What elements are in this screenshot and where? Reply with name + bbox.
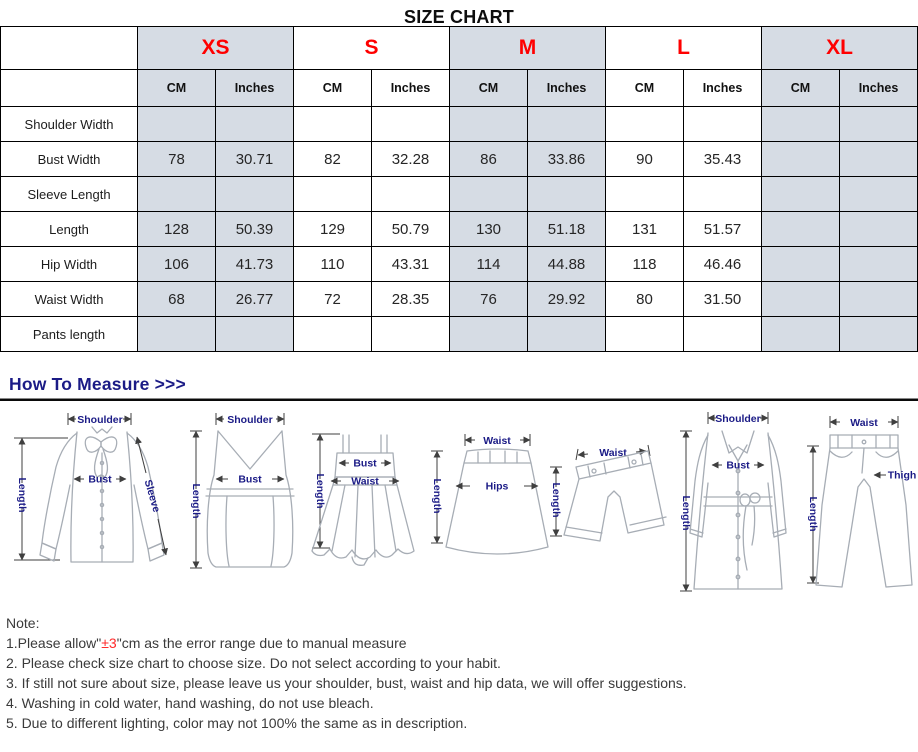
measurement-cell: 31.50: [684, 282, 762, 317]
coat-bust-label: Bust: [726, 459, 750, 472]
measurement-cell: [450, 317, 528, 352]
measurement-cell: 86: [450, 142, 528, 177]
measurement-cell: 32.28: [372, 142, 450, 177]
measurement-cell: 114: [450, 247, 528, 282]
measurement-cell: [528, 177, 606, 212]
measurement-cell: [762, 212, 840, 247]
measurement-cell: [762, 247, 840, 282]
measurement-cell: [450, 107, 528, 142]
measurement-cell: 72: [294, 282, 372, 317]
measurement-cell: [294, 177, 372, 212]
tolerance-value: ±3: [101, 635, 117, 651]
measurement-cell: [762, 107, 840, 142]
measurement-cell: 110: [294, 247, 372, 282]
measurement-cell: 51.57: [684, 212, 762, 247]
measurement-cell: 51.18: [528, 212, 606, 247]
table-row: [1, 247, 918, 282]
unit-header-l-cm: CM: [606, 70, 684, 107]
measurement-cell: [294, 107, 372, 142]
measurement-cell: 128: [138, 212, 216, 247]
unit-header-l-inches: Inches: [684, 70, 762, 107]
row-label: Shoulder Width: [1, 107, 138, 142]
note-1-prefix: 1.Please allow": [6, 635, 102, 651]
table-row: [1, 212, 918, 247]
divider-rule: [0, 398, 918, 401]
pants-length-label: Length: [807, 496, 819, 532]
size-header-xs: XS: [138, 27, 294, 70]
shorts-waist-label: Waist: [599, 447, 627, 459]
measurement-cell: [216, 317, 294, 352]
measurement-cell: 131: [606, 212, 684, 247]
measurement-cell: [840, 142, 918, 177]
measurement-cell: 50.79: [372, 212, 450, 247]
diagram-blouse: [14, 413, 166, 562]
dress-waist-label: Waist: [351, 475, 379, 488]
pants-waist-label: Waist: [850, 417, 878, 429]
dress-bust-label: Bust: [353, 457, 377, 470]
unit-header-m-cm: CM: [450, 70, 528, 107]
table-row: [1, 142, 918, 177]
measurement-cell: [138, 107, 216, 142]
measurement-cell: 30.71: [216, 142, 294, 177]
measurement-cell: [216, 107, 294, 142]
measurement-cell: [606, 177, 684, 212]
blouse-shoulder-label: Shoulder: [77, 414, 123, 426]
size-table: [0, 26, 918, 352]
size-table-head: [1, 27, 918, 107]
size-table-body: [1, 107, 918, 352]
row-label: Hip Width: [1, 247, 138, 282]
measurement-cell: [138, 177, 216, 212]
measurement-cell: [762, 317, 840, 352]
measurement-cell: [840, 107, 918, 142]
measurement-cell: [216, 177, 294, 212]
measurement-cell: [684, 317, 762, 352]
blouse-length-label: Length: [16, 477, 28, 513]
measurement-cell: 35.43: [684, 142, 762, 177]
unit-header-row: [1, 70, 918, 107]
measurement-cell: [840, 317, 918, 352]
measurement-cell: 106: [138, 247, 216, 282]
measurement-cell: 82: [294, 142, 372, 177]
corner-cell: [1, 27, 138, 70]
measurement-cell: [372, 317, 450, 352]
tank-bust-label: Bust: [238, 473, 262, 486]
page-title: SIZE CHART: [404, 7, 514, 27]
note-item-5: 5. Due to different lighting, color may not 100% the same as in description.: [6, 715, 468, 731]
size-header-row: [1, 27, 918, 70]
measurement-cell: [528, 317, 606, 352]
measurement-cell: [840, 177, 918, 212]
diagram-skirt: [431, 434, 548, 554]
row-label: Pants length: [1, 317, 138, 352]
measurement-cell: [450, 177, 528, 212]
coat-length-label: Length: [680, 495, 692, 531]
unit-header-xs-inches: Inches: [216, 70, 294, 107]
measurement-cell: 76: [450, 282, 528, 317]
tank-shoulder-label: Shoulder: [227, 414, 273, 426]
note-item-3: 3. If still not sure about size, please leave us your shoulder, bust, waist and hip data, we will offer suggestions.: [6, 675, 687, 691]
measurement-cell: [528, 107, 606, 142]
measurement-cell: [294, 317, 372, 352]
tank-length-label: Length: [190, 483, 202, 519]
measurement-cell: [840, 212, 918, 247]
table-row: [1, 177, 918, 212]
measurement-cell: 28.35: [372, 282, 450, 317]
measurement-cell: 33.86: [528, 142, 606, 177]
diagram-dress: [312, 434, 414, 565]
size-header-s: S: [294, 27, 450, 70]
blouse-sleeve-label: Sleeve: [141, 478, 163, 514]
measurement-cell: 78: [138, 142, 216, 177]
measurement-cell: 68: [138, 282, 216, 317]
note-item-1: [6, 633, 918, 653]
notes-heading: Note:: [6, 615, 40, 631]
row-label: Bust Width: [1, 142, 138, 177]
note-item-4: 4. Washing in cold water, hand washing, do not use bleach.: [6, 695, 374, 711]
table-row: [1, 282, 918, 317]
note-item-2: 2. Please check size chart to choose size. Do not select according to your habit.: [6, 655, 501, 671]
measurement-cell: 46.46: [684, 247, 762, 282]
measurement-cell: 41.73: [216, 247, 294, 282]
measurement-cell: 118: [606, 247, 684, 282]
coat-shoulder-label: Shoulder: [715, 413, 761, 425]
measurement-cell: [762, 177, 840, 212]
row-label: Length: [1, 212, 138, 247]
measurement-cell: 43.31: [372, 247, 450, 282]
row-label: Waist Width: [1, 282, 138, 317]
measurement-cell: [840, 247, 918, 282]
measurement-cell: 50.39: [216, 212, 294, 247]
measurement-cell: 44.88: [528, 247, 606, 282]
unit-header-xl-cm: CM: [762, 70, 840, 107]
row-label: Sleeve Length: [1, 177, 138, 212]
measurement-cell: [840, 282, 918, 317]
measurement-cell: 90: [606, 142, 684, 177]
how-to-measure-heading: How To Measure >>>: [9, 374, 186, 394]
table-row: [1, 317, 918, 352]
measure-diagrams: [0, 405, 918, 605]
size-header-l: L: [606, 27, 762, 70]
unit-header-s-cm: CM: [294, 70, 372, 107]
measurement-cell: [372, 107, 450, 142]
measurement-cell: 130: [450, 212, 528, 247]
measurement-cell: 26.77: [216, 282, 294, 317]
measurement-cell: 29.92: [528, 282, 606, 317]
corner-cell: [1, 70, 138, 107]
note-1-suffix: "cm as the error range due to manual measure: [116, 635, 407, 651]
skirt-waist-label: Waist: [483, 435, 511, 447]
measurement-cell: [762, 282, 840, 317]
skirt-length-label: Length: [431, 478, 443, 514]
pants-thigh-label: Thigh: [887, 469, 917, 482]
measurement-cell: [684, 177, 762, 212]
notes-section: [6, 613, 918, 733]
table-row: [1, 107, 918, 142]
size-header-xl: XL: [762, 27, 918, 70]
measurement-cell: 129: [294, 212, 372, 247]
shorts-length-label: Length: [550, 482, 562, 518]
diagram-coat: [680, 412, 786, 591]
measurement-cell: [138, 317, 216, 352]
unit-header-xl-inches: Inches: [840, 70, 918, 107]
blouse-bust-label: Bust: [88, 473, 112, 486]
unit-header-m-inches: Inches: [528, 70, 606, 107]
measurement-cell: [606, 317, 684, 352]
unit-header-xs-cm: CM: [138, 70, 216, 107]
measurement-cell: [606, 107, 684, 142]
measurement-cell: [762, 142, 840, 177]
size-header-m: M: [450, 27, 606, 70]
diagram-shorts: [550, 445, 666, 541]
measurement-cell: 80: [606, 282, 684, 317]
unit-header-s-inches: Inches: [372, 70, 450, 107]
skirt-hips-label: Hips: [485, 480, 509, 493]
measurement-cell: [372, 177, 450, 212]
dress-length-label: Length: [314, 473, 326, 509]
measurement-cell: [684, 107, 762, 142]
diagram-pants: [807, 416, 916, 587]
diagram-tank-top: [190, 413, 294, 568]
